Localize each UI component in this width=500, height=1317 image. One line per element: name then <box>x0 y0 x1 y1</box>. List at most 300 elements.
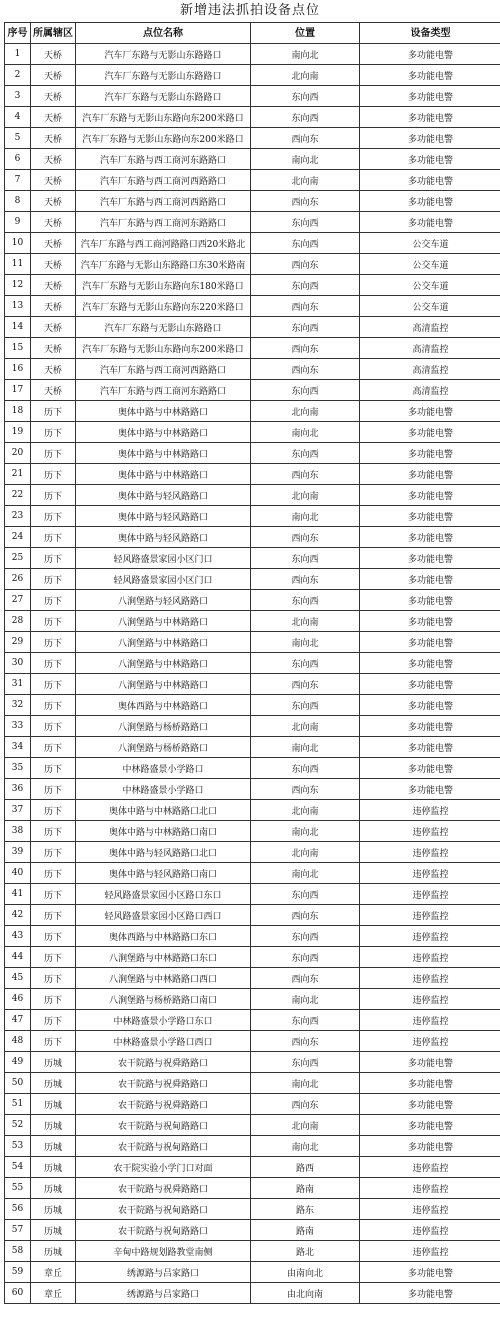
cell-district: 历下 <box>31 737 76 758</box>
cell-device-type: 高清监控 <box>360 359 500 380</box>
cell-position: 西向东 <box>251 1031 360 1052</box>
table-row <box>5 254 500 275</box>
cell-district: 历下 <box>31 947 76 968</box>
cell-position: 东向西 <box>251 1010 360 1031</box>
cell-location-name: 农干院路与祝甸路路口 <box>76 1136 251 1157</box>
cell-district: 天桥 <box>31 128 76 149</box>
cell-district: 历下 <box>31 695 76 716</box>
cell-position: 东向西 <box>251 947 360 968</box>
cell-device-type: 多功能电警 <box>360 149 500 170</box>
cell-district: 历下 <box>31 716 76 737</box>
table-row <box>5 527 500 548</box>
cell-index: 28 <box>5 611 31 632</box>
cell-device-type: 高清监控 <box>360 380 500 401</box>
cell-district: 天桥 <box>31 191 76 212</box>
cell-location-name: 中林路盛景小学路口东口 <box>76 1010 251 1031</box>
table-row <box>5 569 500 590</box>
cell-device-type: 违停监控 <box>360 968 500 989</box>
table-row <box>5 275 500 296</box>
cell-index: 12 <box>5 275 31 296</box>
cell-position: 西向东 <box>251 779 360 800</box>
cell-position: 东向西 <box>251 926 360 947</box>
cell-location-name: 汽车厂东路与无影山东路向东220米路口 <box>76 296 251 317</box>
cell-index: 33 <box>5 716 31 737</box>
cell-index: 50 <box>5 1073 31 1094</box>
cell-position: 东向西 <box>251 212 360 233</box>
cell-index: 19 <box>5 422 31 443</box>
cell-district: 历下 <box>31 632 76 653</box>
cell-index: 57 <box>5 1220 31 1241</box>
cell-device-type: 多功能电警 <box>360 569 500 590</box>
cell-index: 26 <box>5 569 31 590</box>
table-row <box>5 191 500 212</box>
table-row <box>5 1115 500 1136</box>
cell-district: 历下 <box>31 968 76 989</box>
cell-index: 39 <box>5 842 31 863</box>
table-row <box>5 317 500 338</box>
table-row <box>5 443 500 464</box>
cell-location-name: 中林路盛景小学路口 <box>76 779 251 800</box>
cell-district: 历城 <box>31 1199 76 1220</box>
cell-district: 天桥 <box>31 317 76 338</box>
cell-index: 18 <box>5 401 31 422</box>
cell-index: 59 <box>5 1262 31 1283</box>
cell-device-type: 违停监控 <box>360 863 500 884</box>
cell-index: 44 <box>5 947 31 968</box>
cell-device-type: 违停监控 <box>360 1220 500 1241</box>
table-row <box>5 86 500 107</box>
cell-device-type: 公交车道 <box>360 233 500 254</box>
cell-index: 52 <box>5 1115 31 1136</box>
cell-position: 西向东 <box>251 338 360 359</box>
cell-device-type: 多功能电警 <box>360 1073 500 1094</box>
cell-index: 25 <box>5 548 31 569</box>
cell-index: 55 <box>5 1178 31 1199</box>
cell-district: 历下 <box>31 443 76 464</box>
cell-position: 北向南 <box>251 65 360 86</box>
table-row <box>5 359 500 380</box>
cell-district: 历下 <box>31 611 76 632</box>
cell-index: 46 <box>5 989 31 1010</box>
cell-device-type: 多功能电警 <box>360 107 500 128</box>
cell-device-type: 违停监控 <box>360 1010 500 1031</box>
table-row <box>5 422 500 443</box>
cell-index: 15 <box>5 338 31 359</box>
cell-index: 22 <box>5 485 31 506</box>
table-row <box>5 149 500 170</box>
cell-location-name: 汽车厂东路与无影山东路路口 <box>76 65 251 86</box>
table-row <box>5 65 500 86</box>
cell-device-type: 多功能电警 <box>360 1136 500 1157</box>
cell-location-name: 奥体中路与中林路路口 <box>76 443 251 464</box>
cell-index: 35 <box>5 758 31 779</box>
cell-location-name: 汽车厂东路与无影山东路路口 <box>76 86 251 107</box>
cell-district: 历下 <box>31 485 76 506</box>
cell-district: 天桥 <box>31 65 76 86</box>
cell-location-name: 汽车厂东路与西工商河西路路口 <box>76 359 251 380</box>
cell-device-type: 多功能电警 <box>360 506 500 527</box>
cell-device-type: 多功能电警 <box>360 548 500 569</box>
cell-device-type: 高清监控 <box>360 317 500 338</box>
table-body <box>5 44 500 1304</box>
cell-device-type: 多功能电警 <box>360 65 500 86</box>
cell-index: 36 <box>5 779 31 800</box>
cell-district: 历下 <box>31 779 76 800</box>
cell-device-type: 违停监控 <box>360 1241 500 1262</box>
cell-device-type: 违停监控 <box>360 905 500 926</box>
cell-location-name: 八涧堡路与杨桥路路口 <box>76 716 251 737</box>
cell-district: 历下 <box>31 884 76 905</box>
cell-position: 西向东 <box>251 191 360 212</box>
cell-location-name: 汽车厂东路与无影山东路向东200米路口 <box>76 128 251 149</box>
cell-location-name: 农干院路与祝舜路路口 <box>76 1094 251 1115</box>
cell-position: 东向西 <box>251 548 360 569</box>
cell-location-name: 八涧堡路与杨桥路路口南口 <box>76 989 251 1010</box>
cell-device-type: 公交车道 <box>360 275 500 296</box>
column-header-position: 位置 <box>251 23 360 44</box>
cell-device-type: 公交车道 <box>360 254 500 275</box>
cell-district: 历下 <box>31 800 76 821</box>
cell-district: 天桥 <box>31 170 76 191</box>
cell-district: 章丘 <box>31 1262 76 1283</box>
table-row <box>5 338 500 359</box>
cell-location-name: 汽车厂东路与西工商河东路路口 <box>76 380 251 401</box>
cell-district: 历下 <box>31 590 76 611</box>
table-row <box>5 968 500 989</box>
cell-position: 西向东 <box>251 569 360 590</box>
cell-district: 历下 <box>31 548 76 569</box>
cell-location-name: 八涧堡路与中林路路口东口 <box>76 947 251 968</box>
cell-device-type: 违停监控 <box>360 926 500 947</box>
cell-district: 历城 <box>31 1115 76 1136</box>
cell-location-name: 轻风路盛景家园小区门口 <box>76 569 251 590</box>
cell-position: 路北 <box>251 1241 360 1262</box>
table-row <box>5 632 500 653</box>
cell-device-type: 多功能电警 <box>360 443 500 464</box>
cell-district: 历下 <box>31 842 76 863</box>
cell-position: 东向西 <box>251 275 360 296</box>
cell-device-type: 违停监控 <box>360 1178 500 1199</box>
cell-district: 历下 <box>31 863 76 884</box>
cell-index: 49 <box>5 1052 31 1073</box>
cell-location-name: 奥体中路与轻风路路口 <box>76 527 251 548</box>
cell-position: 北向南 <box>251 611 360 632</box>
cell-position: 西向东 <box>251 464 360 485</box>
cell-location-name: 奥体中路与中林路路口 <box>76 401 251 422</box>
cell-location-name: 八涧堡路与中林路路口 <box>76 632 251 653</box>
cell-location-name: 汽车厂东路与无影山东路向东200米路口 <box>76 107 251 128</box>
cell-location-name: 绣源路与吕家路口 <box>76 1283 251 1304</box>
cell-device-type: 多功能电警 <box>360 464 500 485</box>
cell-index: 8 <box>5 191 31 212</box>
table-row <box>5 695 500 716</box>
table-row <box>5 758 500 779</box>
cell-district: 章丘 <box>31 1283 76 1304</box>
cell-device-type: 多功能电警 <box>360 653 500 674</box>
table-row <box>5 716 500 737</box>
cell-district: 历下 <box>31 989 76 1010</box>
cell-district: 历城 <box>31 1241 76 1262</box>
table-row <box>5 947 500 968</box>
cell-index: 38 <box>5 821 31 842</box>
cell-index: 3 <box>5 86 31 107</box>
cell-district: 历下 <box>31 758 76 779</box>
cell-position: 北向南 <box>251 1115 360 1136</box>
cell-index: 7 <box>5 170 31 191</box>
cell-position: 西向东 <box>251 128 360 149</box>
table-row <box>5 107 500 128</box>
cell-index: 11 <box>5 254 31 275</box>
column-header-index: 序号 <box>5 23 31 44</box>
cell-index: 40 <box>5 863 31 884</box>
cell-device-type: 多功能电警 <box>360 170 500 191</box>
cell-location-name: 农干院实验小学门口对面 <box>76 1157 251 1178</box>
cell-district: 历城 <box>31 1094 76 1115</box>
table-row <box>5 212 500 233</box>
cell-position: 南向北 <box>251 1073 360 1094</box>
cell-position: 北向南 <box>251 401 360 422</box>
cell-index: 16 <box>5 359 31 380</box>
table-row <box>5 989 500 1010</box>
cell-index: 45 <box>5 968 31 989</box>
cell-index: 53 <box>5 1136 31 1157</box>
cell-district: 天桥 <box>31 233 76 254</box>
cell-location-name: 中林路盛景小学路口西口 <box>76 1031 251 1052</box>
cell-device-type: 违停监控 <box>360 947 500 968</box>
cell-position: 南向北 <box>251 422 360 443</box>
cell-position: 东向西 <box>251 653 360 674</box>
cell-position: 西向东 <box>251 359 360 380</box>
cell-location-name: 轻风路盛景家园小区路口西口 <box>76 905 251 926</box>
cell-index: 23 <box>5 506 31 527</box>
cell-position: 西向东 <box>251 254 360 275</box>
cell-district: 历下 <box>31 905 76 926</box>
cell-index: 31 <box>5 674 31 695</box>
cell-district: 天桥 <box>31 359 76 380</box>
cell-location-name: 绣源路与吕家路口 <box>76 1262 251 1283</box>
cell-location-name: 奥体中路与轻风路路口 <box>76 506 251 527</box>
cell-location-name: 汽车厂东路与无影山东路路口 <box>76 44 251 65</box>
cell-device-type: 违停监控 <box>360 1157 500 1178</box>
cell-district: 天桥 <box>31 296 76 317</box>
cell-index: 24 <box>5 527 31 548</box>
cell-district: 历下 <box>31 926 76 947</box>
cell-position: 东向西 <box>251 317 360 338</box>
cell-position: 由南向北 <box>251 1262 360 1283</box>
cell-location-name: 奥体中路与中林路路口 <box>76 464 251 485</box>
table-row <box>5 653 500 674</box>
table-row <box>5 128 500 149</box>
table-row <box>5 296 500 317</box>
cell-position: 南向北 <box>251 149 360 170</box>
cell-device-type: 违停监控 <box>360 1031 500 1052</box>
cell-device-type: 多功能电警 <box>360 590 500 611</box>
cell-device-type: 多功能电警 <box>360 1052 500 1073</box>
cell-position: 西向东 <box>251 674 360 695</box>
cell-position: 路西 <box>251 1157 360 1178</box>
cell-district: 历城 <box>31 1136 76 1157</box>
cell-location-name: 八涧堡路与中林路路口 <box>76 674 251 695</box>
cell-index: 14 <box>5 317 31 338</box>
cell-location-name: 八涧堡路与中林路路口 <box>76 653 251 674</box>
cell-device-type: 多功能电警 <box>360 527 500 548</box>
cell-position: 北向南 <box>251 842 360 863</box>
cell-device-type: 多功能电警 <box>360 611 500 632</box>
cell-index: 34 <box>5 737 31 758</box>
cell-device-type: 多功能电警 <box>360 737 500 758</box>
cell-district: 天桥 <box>31 380 76 401</box>
cell-device-type: 多功能电警 <box>360 779 500 800</box>
cell-position: 由北向南 <box>251 1283 360 1304</box>
cell-position: 南向北 <box>251 506 360 527</box>
table-row <box>5 464 500 485</box>
cell-index: 1 <box>5 44 31 65</box>
table-row <box>5 1010 500 1031</box>
table-row <box>5 1220 500 1241</box>
cell-index: 17 <box>5 380 31 401</box>
column-header-device-type: 设备类型 <box>360 23 500 44</box>
cell-district: 天桥 <box>31 254 76 275</box>
cell-location-name: 农干院路与祝甸路路口 <box>76 1199 251 1220</box>
cell-district: 历下 <box>31 821 76 842</box>
cell-district: 天桥 <box>31 149 76 170</box>
cell-location-name: 轻风路盛景家园小区路口东口 <box>76 884 251 905</box>
page-title: 新增违法抓拍设备点位 <box>179 3 320 18</box>
cell-position: 北向南 <box>251 485 360 506</box>
cell-district: 历下 <box>31 569 76 590</box>
cell-position: 东向西 <box>251 233 360 254</box>
cell-position: 南向北 <box>251 989 360 1010</box>
cell-district: 历城 <box>31 1178 76 1199</box>
table-row <box>5 1094 500 1115</box>
cell-location-name: 轻风路盛景家园小区门口 <box>76 548 251 569</box>
cell-position: 西向东 <box>251 1094 360 1115</box>
column-header-location-name: 点位名称 <box>76 23 251 44</box>
cell-district: 天桥 <box>31 86 76 107</box>
cell-location-name: 汽车厂东路与无影山东路路口东30米路南 <box>76 254 251 275</box>
cell-position: 南向北 <box>251 737 360 758</box>
cell-device-type: 多功能电警 <box>360 1094 500 1115</box>
cell-index: 60 <box>5 1283 31 1304</box>
cell-index: 41 <box>5 884 31 905</box>
cell-index: 5 <box>5 128 31 149</box>
cell-location-name: 奥体中路与轻风路路口北口 <box>76 842 251 863</box>
cell-position: 路南 <box>251 1178 360 1199</box>
table-row <box>5 863 500 884</box>
column-header-district: 所属辖区 <box>31 23 76 44</box>
cell-index: 43 <box>5 926 31 947</box>
cell-device-type: 多功能电警 <box>360 674 500 695</box>
cell-index: 9 <box>5 212 31 233</box>
cell-district: 历下 <box>31 674 76 695</box>
cell-district: 历城 <box>31 1220 76 1241</box>
table-row <box>5 485 500 506</box>
cell-position: 北向南 <box>251 170 360 191</box>
cell-position: 南向北 <box>251 632 360 653</box>
cell-district: 历城 <box>31 1052 76 1073</box>
cell-location-name: 农干院路与祝甸路路口 <box>76 1115 251 1136</box>
cell-device-type: 违停监控 <box>360 989 500 1010</box>
table-row <box>5 905 500 926</box>
cell-device-type: 多功能电警 <box>360 422 500 443</box>
table-row <box>5 1052 500 1073</box>
table-row <box>5 1241 500 1262</box>
cell-district: 历下 <box>31 527 76 548</box>
cell-location-name: 奥体西路与中林路路口 <box>76 695 251 716</box>
cell-index: 37 <box>5 800 31 821</box>
cell-device-type: 违停监控 <box>360 800 500 821</box>
cell-device-type: 违停监控 <box>360 1199 500 1220</box>
cell-device-type: 多功能电警 <box>360 1115 500 1136</box>
cell-index: 21 <box>5 464 31 485</box>
cell-location-name: 农干院路与祝舜路路口 <box>76 1073 251 1094</box>
table-row <box>5 737 500 758</box>
cell-position: 路东 <box>251 1199 360 1220</box>
table-row <box>5 674 500 695</box>
cell-device-type: 违停监控 <box>360 842 500 863</box>
cell-device-type: 多功能电警 <box>360 191 500 212</box>
cell-position: 东向西 <box>251 758 360 779</box>
cell-position: 东向西 <box>251 1052 360 1073</box>
cell-district: 历下 <box>31 464 76 485</box>
cell-district: 历城 <box>31 1073 76 1094</box>
cell-position: 北向南 <box>251 800 360 821</box>
cell-position: 南向北 <box>251 44 360 65</box>
cell-position: 南向北 <box>251 863 360 884</box>
cell-device-type: 多功能电警 <box>360 212 500 233</box>
cell-index: 2 <box>5 65 31 86</box>
table-row <box>5 170 500 191</box>
cell-index: 58 <box>5 1241 31 1262</box>
cell-device-type: 多功能电警 <box>360 1283 500 1304</box>
cell-index: 54 <box>5 1157 31 1178</box>
cell-index: 56 <box>5 1199 31 1220</box>
cell-location-name: 汽车厂东路与西工商河西路路口 <box>76 191 251 212</box>
cell-index: 29 <box>5 632 31 653</box>
cell-position: 东向西 <box>251 695 360 716</box>
table-row <box>5 380 500 401</box>
cell-location-name: 农干院路与祝舜路路口 <box>76 1052 251 1073</box>
table-row <box>5 548 500 569</box>
cell-index: 48 <box>5 1031 31 1052</box>
cell-location-name: 奥体中路与中林路路口 <box>76 422 251 443</box>
cell-device-type: 多功能电警 <box>360 716 500 737</box>
cell-position: 东向西 <box>251 884 360 905</box>
cell-position: 西向东 <box>251 296 360 317</box>
cell-index: 6 <box>5 149 31 170</box>
cell-location-name: 中林路盛景小学路口 <box>76 758 251 779</box>
table-row <box>5 926 500 947</box>
cell-index: 47 <box>5 1010 31 1031</box>
table-row <box>5 1178 500 1199</box>
cell-index: 20 <box>5 443 31 464</box>
cell-device-type: 多功能电警 <box>360 401 500 422</box>
cell-index: 32 <box>5 695 31 716</box>
cell-location-name: 辛甸中路规划路教堂南侧 <box>76 1241 251 1262</box>
cell-position: 南向北 <box>251 1136 360 1157</box>
cell-district: 历下 <box>31 1031 76 1052</box>
table-row <box>5 884 500 905</box>
table-row <box>5 1199 500 1220</box>
cell-district: 天桥 <box>31 275 76 296</box>
cell-index: 42 <box>5 905 31 926</box>
cell-device-type: 多功能电警 <box>360 128 500 149</box>
cell-location-name: 八涧堡路与轻风路路口 <box>76 590 251 611</box>
cell-location-name: 汽车厂东路与西工商河东路路口 <box>76 212 251 233</box>
cell-index: 10 <box>5 233 31 254</box>
cell-district: 天桥 <box>31 44 76 65</box>
cell-location-name: 奥体西路与中林路路口东口 <box>76 926 251 947</box>
